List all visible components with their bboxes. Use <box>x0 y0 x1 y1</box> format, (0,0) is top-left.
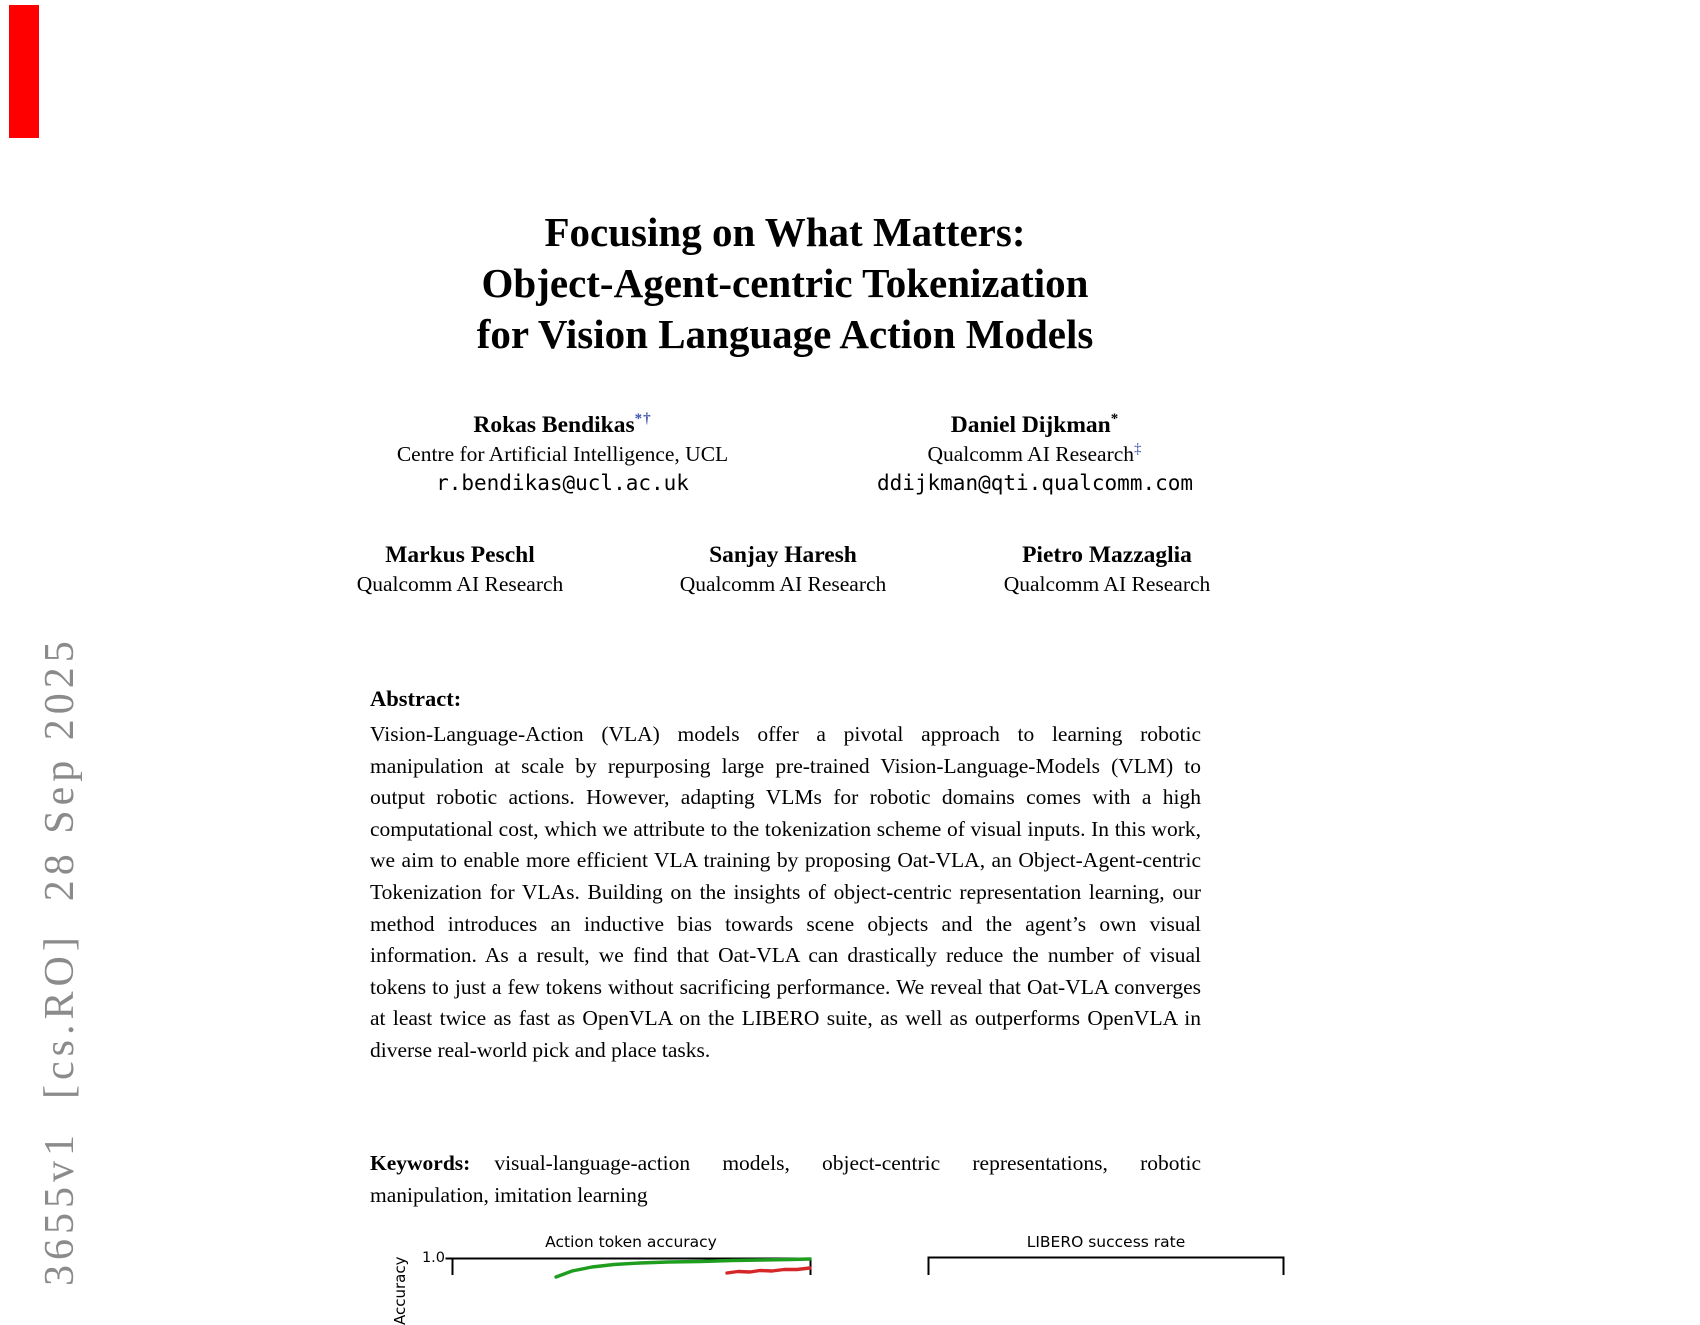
author-email: ddijkman@qti.qualcomm.com <box>876 471 1194 495</box>
green-curve <box>556 1259 810 1277</box>
y-axis-tick-label: 1.0 <box>421 1250 445 1266</box>
footnote-marker-link[interactable]: ‡ <box>1134 440 1143 457</box>
keywords-label: Keywords: <box>370 1151 471 1175</box>
right-plot-frame <box>929 1258 1284 1276</box>
author-email: r.bendikas@ucl.ac.uk <box>436 471 689 495</box>
red-corner-marker <box>9 5 39 138</box>
author-block-rokas-bendikas <box>330 411 795 497</box>
author-name <box>330 411 795 439</box>
paper-title <box>250 207 1320 360</box>
abstract-label: Abstract: <box>370 686 462 711</box>
left-plot-frame <box>446 1259 811 1276</box>
keywords-text: visual-language-action models, object-centric representations, robotic manipulation, imitation learning <box>370 1151 1201 1207</box>
affiliation-text: Qualcomm AI Research <box>927 442 1135 466</box>
author-name-text: Rokas Bendikas <box>473 412 635 438</box>
author-block-sanjay-haresh <box>618 541 948 598</box>
author-affiliation <box>805 441 1265 468</box>
author-affiliation: Qualcomm AI Research <box>356 572 564 596</box>
author-affiliation: Centre for Artificial Intelligence, UCL <box>396 442 729 466</box>
author-block-markus-peschl <box>295 541 625 598</box>
chart-title-libero-success-rate: LIBERO success rate <box>1026 1233 1186 1251</box>
paper-title-line1: Focusing on What Matters: <box>544 209 1026 255</box>
chart-title-action-token-accuracy: Action token accuracy <box>545 1233 717 1251</box>
author-affiliation: Qualcomm AI Research <box>679 572 887 596</box>
author-affiliation: Qualcomm AI Research <box>1003 572 1211 596</box>
keywords-block <box>370 1148 1201 1211</box>
red-curve <box>727 1268 810 1273</box>
author-name: Markus Peschl <box>385 542 535 568</box>
chart-curves <box>556 1259 810 1277</box>
author-name <box>805 411 1265 439</box>
paper-title-line2: Object-Agent-centric Tokenization <box>481 260 1089 306</box>
y-axis-label: Accuracy <box>391 1256 409 1325</box>
paper-title-line3: for Vision Language Action Models <box>476 311 1094 357</box>
arxiv-watermark: 3655v1 [cs.RO] 28 Sep 2025 <box>37 636 83 1286</box>
author-name-text: Daniel Dijkman <box>950 412 1111 438</box>
author-name: Pietro Mazzaglia <box>1022 542 1192 568</box>
footnote-marker: * <box>1110 411 1120 428</box>
author-block-pietro-mazzaglia <box>942 541 1272 598</box>
abstract-text: Vision-Language-Action (VLA) models offer a pivotal approach to learning robotic manipulation at scale by repurposing large pre-trained Vision-Language-Models (VLM) to output robotic actions. However, adapting VLMs for robotic domains comes with a high computational cost, which we attribute to the tokenization scheme of visual inputs. In this work, we aim to enable more efficient VLA training by proposing Oat-VLA, an Object-Agent-centric Tokenization for VLAs. Building on the insights of object-centric representation learning, our method introduces an inductive bias towards scene objects and the agent’s own visual information. As a result, we find that Oat-VLA can drastically reduce the number of visual tokens to just a few tokens without sacrificing performance. We reveal that Oat-VLA converges at least twice as fast as OpenVLA on the LIBERO suite, as well as outperforms OpenVLA in diverse real-world pick and place tasks. <box>370 722 1201 1062</box>
author-name: Sanjay Haresh <box>709 542 857 568</box>
author-block-daniel-dijkman <box>805 411 1265 497</box>
footnote-marker-link[interactable]: *† <box>634 411 652 428</box>
